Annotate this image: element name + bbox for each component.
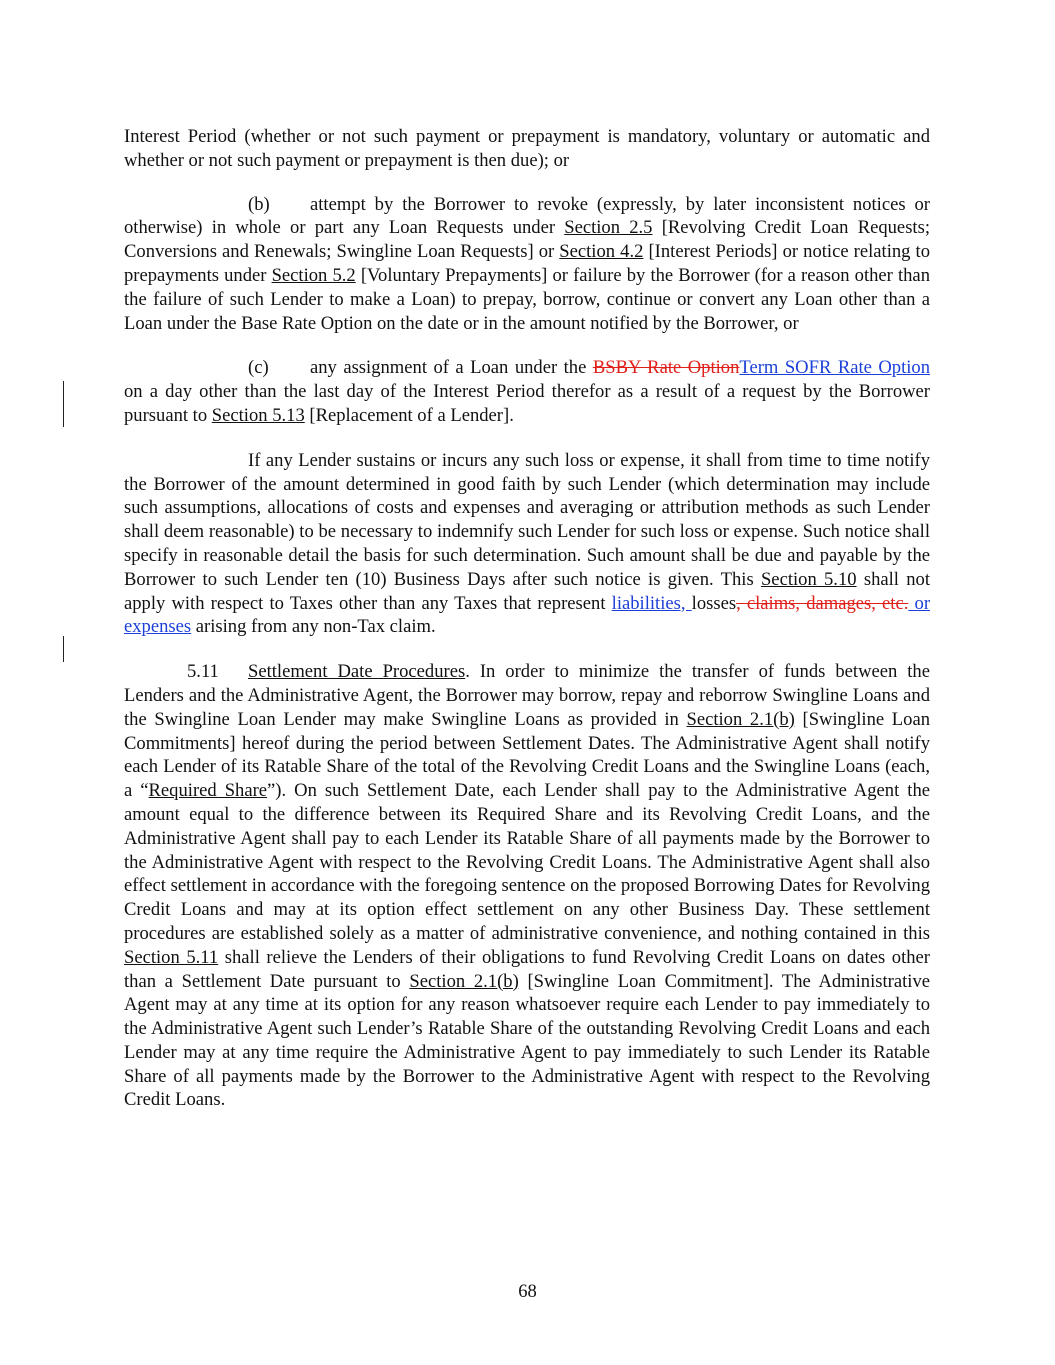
change-bar: [63, 381, 64, 427]
paragraph-text: arising from any non-Tax claim.: [191, 616, 436, 638]
clause-text: [Voluntary Prepayments] or failure by the Borrower (for a reason other than the failure of such Lender to make a Loan) to prepay, borrow, continue or convert any Loan other than a Loan under the Base Rate Option on the date or in the amount notified by the Borrower, or: [124, 264, 930, 334]
deleted-text: BSBY Rate Option: [592, 357, 740, 379]
clause-label: (b): [248, 193, 270, 215]
section-reference: Section 2.1(b): [409, 970, 519, 992]
clause-text: attempt by the Borrower to revoke (expressly, by later inconsistent notices or otherwise) in whole or part any Loan Requests under: [124, 193, 930, 239]
change-bar: [63, 636, 64, 662]
document-body: [124, 125, 930, 1112]
inserted-text: liabilities,: [611, 592, 692, 614]
paragraph-continuation: [124, 125, 930, 173]
clause-text: [Revolving Credit Loan Requests; Conversions and Renewals; Swingline Loan Requests] or: [124, 217, 930, 263]
clause-text: [Interest Periods] or notice relating to prepayments under: [124, 241, 930, 286]
section-reference: Section 5.13: [211, 404, 305, 426]
section-5-11: [124, 660, 930, 1112]
section-text: shall relieve the Lenders of their obligations to fund Revolving Credit Loans on dates other than a Settlement Date pursuant to: [124, 946, 930, 992]
section-number: 5.11: [187, 661, 219, 683]
section-text: . In order to minimize the transfer of funds between the Lenders and the Administrative Agent, the Borrower may borrow, repay and reborrow Swingline Loans and the Swingline Loan Lender may make Swingline Loans as provided in: [124, 661, 930, 730]
section-text: [Swingline Loan Commitments] hereof during the period between Settlement Dates. The Administrative Agent shall notify each Lender of its Ratable Share of the total of the Revolving Credit Loans and the Swingline Loans (each, a “: [124, 708, 930, 802]
clause-text: any assignment of a Loan under the: [310, 357, 593, 379]
paragraph-text: losses: [691, 592, 737, 614]
section-text: ”). On such Settlement Date, each Lender shall pay to the Administrative Agent the amount equal to the difference between its Required Share and its Revolving Credit Loans, and the Administrative Agent shall pay to each Lender its Ratable Share of all payments made by the Borrower to the Administrative Agent with respect to the Revolving Credit Loans. The Administrative Agent shall also effect settlement in accordance with the foregoing sentence on the proposed Borrowing Dates for Revolving Credit Loans and may at its option effect settlement on any other Business Day. These settlement procedures are established solely as a matter of administrative convenience, and nothing contained in this: [124, 780, 930, 944]
section-reference: Section 5.10: [760, 568, 857, 590]
clause-b: [124, 193, 930, 336]
inserted-text: Term SOFR Rate Option: [739, 357, 931, 379]
section-reference: Section 4.2: [559, 241, 644, 263]
clause-label: (c): [248, 357, 269, 379]
section-reference: Section 2.5: [564, 217, 653, 239]
section-reference: Section 5.11: [124, 946, 219, 968]
indemnity-paragraph: [124, 449, 930, 639]
section-reference: Section 5.2: [271, 264, 356, 286]
section-text: [Swingline Loan Commitment]. The Administrative Agent may at any time at its option for any reason whatsoever require each Lender to pay immediately to the Administrative Agent such Lender’s Ratable Share of the outstanding Revolving Credit Loans and each Lender may at any time require the Administrative Agent to pay immediately to such Lender its Ratable Share of all payments made by the Borrower to the Administrative Agent with respect to the Revolving Credit Loans.: [124, 970, 930, 1111]
inserted-text: or expenses: [124, 592, 931, 638]
clause-text: on a day other than the last day of the Interest Period therefor as a result of a request by the Borrower pursuant to: [124, 381, 930, 426]
clause-c: [124, 356, 930, 427]
section-heading: Settlement Date Procedures: [248, 661, 466, 683]
deleted-text: , claims, damages, etc.: [736, 592, 909, 614]
paragraph-text: Interest Period (whether or not such payment or prepayment is mandatory, voluntary or automatic and whether or not such payment or prepayment is then due); or: [124, 126, 930, 171]
clause-text: [Replacement of a Lender].: [304, 404, 514, 426]
page-number: 68: [518, 1281, 537, 1302]
paragraph-text: shall not apply with respect to Taxes other than any Taxes that represent: [124, 568, 930, 614]
section-reference: Section 2.1(b): [686, 708, 795, 730]
paragraph-text: If any Lender sustains or incurs any such loss or expense, it shall from time to time notify the Borrower of the amount determined in good faith by such Lender (which determination may include such assumptions, allocations of costs and expenses and averaging or attribution methods as such Lender shall deem reasonable) to be necessary to indemnify such Lender for such loss or expense. Such notice shall specify in reasonable detail the basis for such determination. Such amount shall be due and payable by the Borrower to such Lender ten (10) Business Days after such notice is given. This: [124, 449, 930, 590]
defined-term: Required Share: [148, 780, 268, 802]
